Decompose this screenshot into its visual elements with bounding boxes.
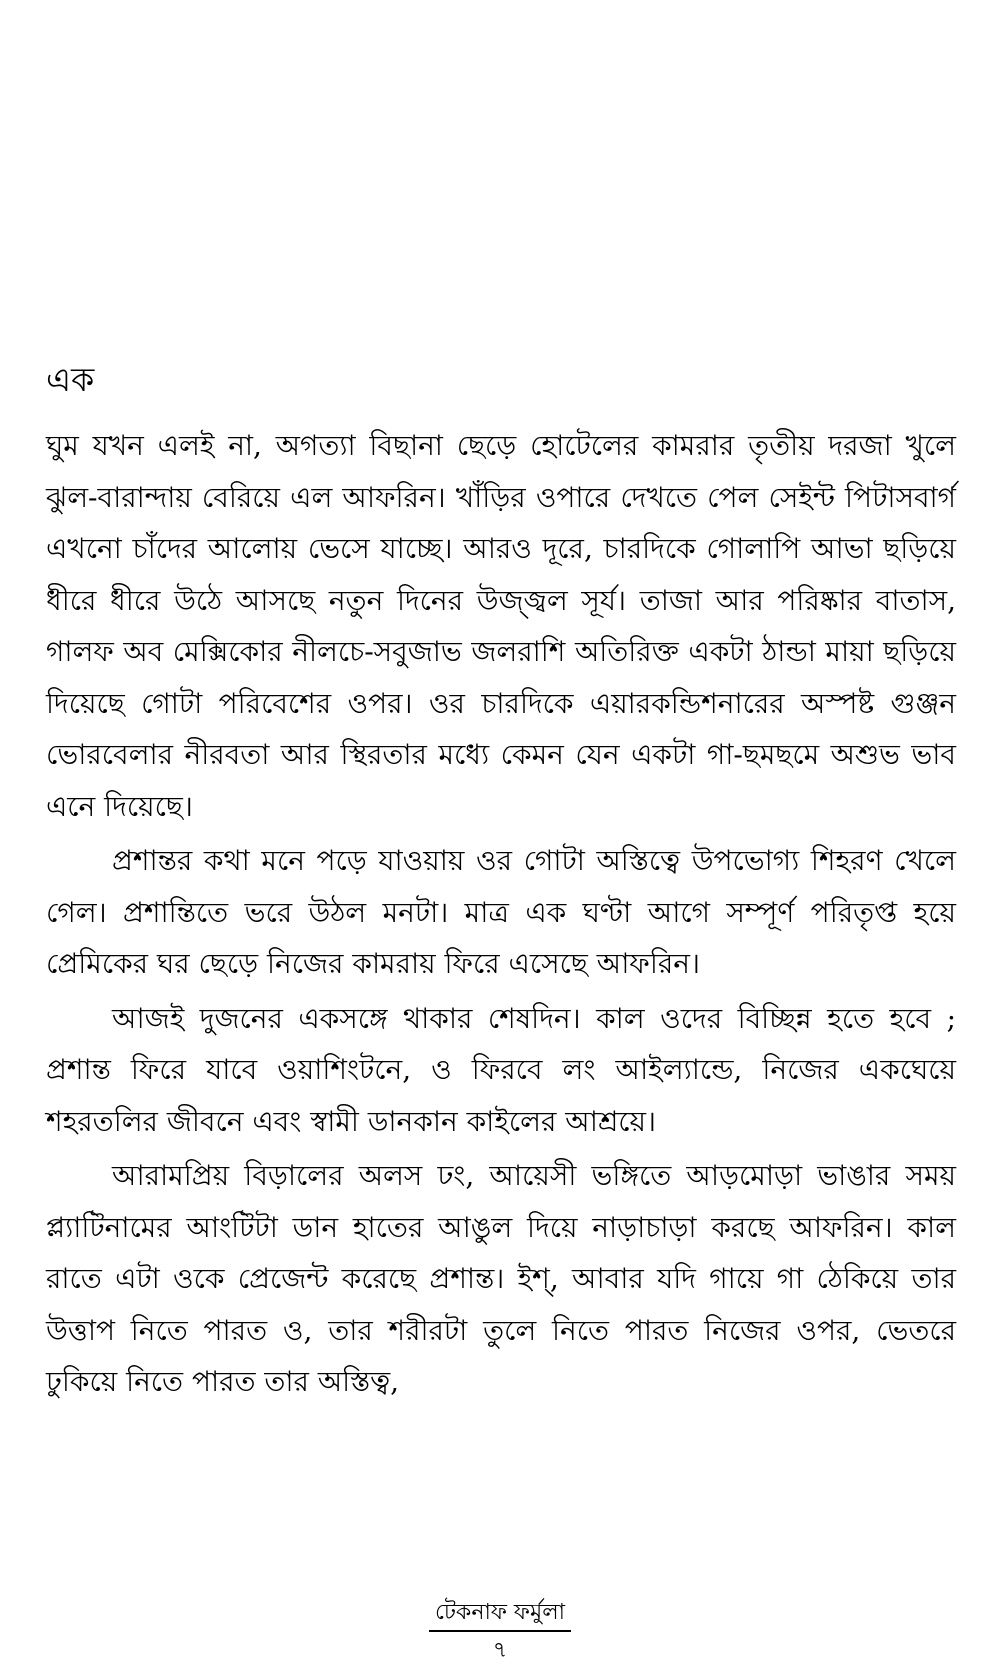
chapter-heading: এক: [46, 360, 95, 399]
body-text: [46, 420, 956, 1411]
paragraph-4: আরামপ্রিয় বিড়ালের অলস ঢং, আয়েসী ভঙ্গিতে আড়মোড়া ভাঙার সময় প্ল্যাটিনামের আংটিটা ডান হাতের আঙুল দিয়ে নাড়াচাড়া করছে আফরিন। কাল রাতে এটা ওকে প্রেজেন্ট করেছে প্রশান্ত। ইশ্, আবার যদি গায়ে গা ঠেকিয়ে তার উত্তাপ নিতে পারত ও, তার শরীরটা তুলে নিতে পারত নিজের ওপর, ভেতরে ঢুকিয়ে নিতে পারত তার অস্তিত্ব,: [46, 1159, 956, 1398]
paragraph-1: ঘুম যখন এলই না, অগত্যা বিছানা ছেড়ে হোটেলের কামরার তৃতীয় দরজা খুলে ঝুল-বারান্দায় বেরিয়ে এল আফরিন। খাঁড়ির ওপারে দেখতে পেল সেইন্ট পিটাসবার্গ এখনো চাঁদের আলোয় ভেসে যাচ্ছে। আরও দূরে, চারদিকে গোলাপি আভা ছড়িয়ে ধীরে ধীরে উঠে আসছে নতুন দিনের উজ্জ্বল সূর্য। তাজা আর পরিষ্কার বাতাস, গালফ অব মেক্সিকোর নীলচে-সবুজাভ জলরাশি অতিরিক্ত একটা ঠান্ডা মায়া ছড়িয়ে দিয়েছে গোটা পরিবেশের ওপর। ওর চারদিকে এয়ারকন্ডিশনারের অস্পষ্ট গুঞ্জন ভোরবেলার নীরবতা আর স্থিরতার মধ্যে কেমন যেন একটা গা-ছমছমে অশুভ ভাব এনে দিয়েছে।: [46, 429, 956, 823]
paragraph-3: আজই দুজনের একসঙ্গে থাকার শেষদিন। কাল ওদের বিচ্ছিন্ন হতে হবে ; প্রশান্ত ফিরে যাবে ওয়াশিংটনে, ও ফিরবে লং আইল্যান্ডে, নিজের একঘেয়ে শহরতলির জীবনে এবং স্বামী ডানকান কাইলের আশ্রয়ে।: [46, 1001, 956, 1138]
paragraph-2: প্রশান্তর কথা মনে পড়ে যাওয়ায় ওর গোটা অস্তিত্বে উপভোগ্য শিহরণ খেলে গেল। প্রশান্তিতে ভরে উঠল মনটা। মাত্র এক ঘণ্টা আগে সম্পূর্ণ পরিতৃপ্ত হয়ে প্রেমিকের ঘর ছেড়ে নিজের কামরায় ফিরে এসেছে আফরিন।: [46, 844, 956, 980]
page-number: ৭: [492, 1638, 508, 1663]
running-footer: [0, 1598, 1000, 1666]
book-title: টেকনাফ ফর্মুলা: [429, 1598, 571, 1632]
